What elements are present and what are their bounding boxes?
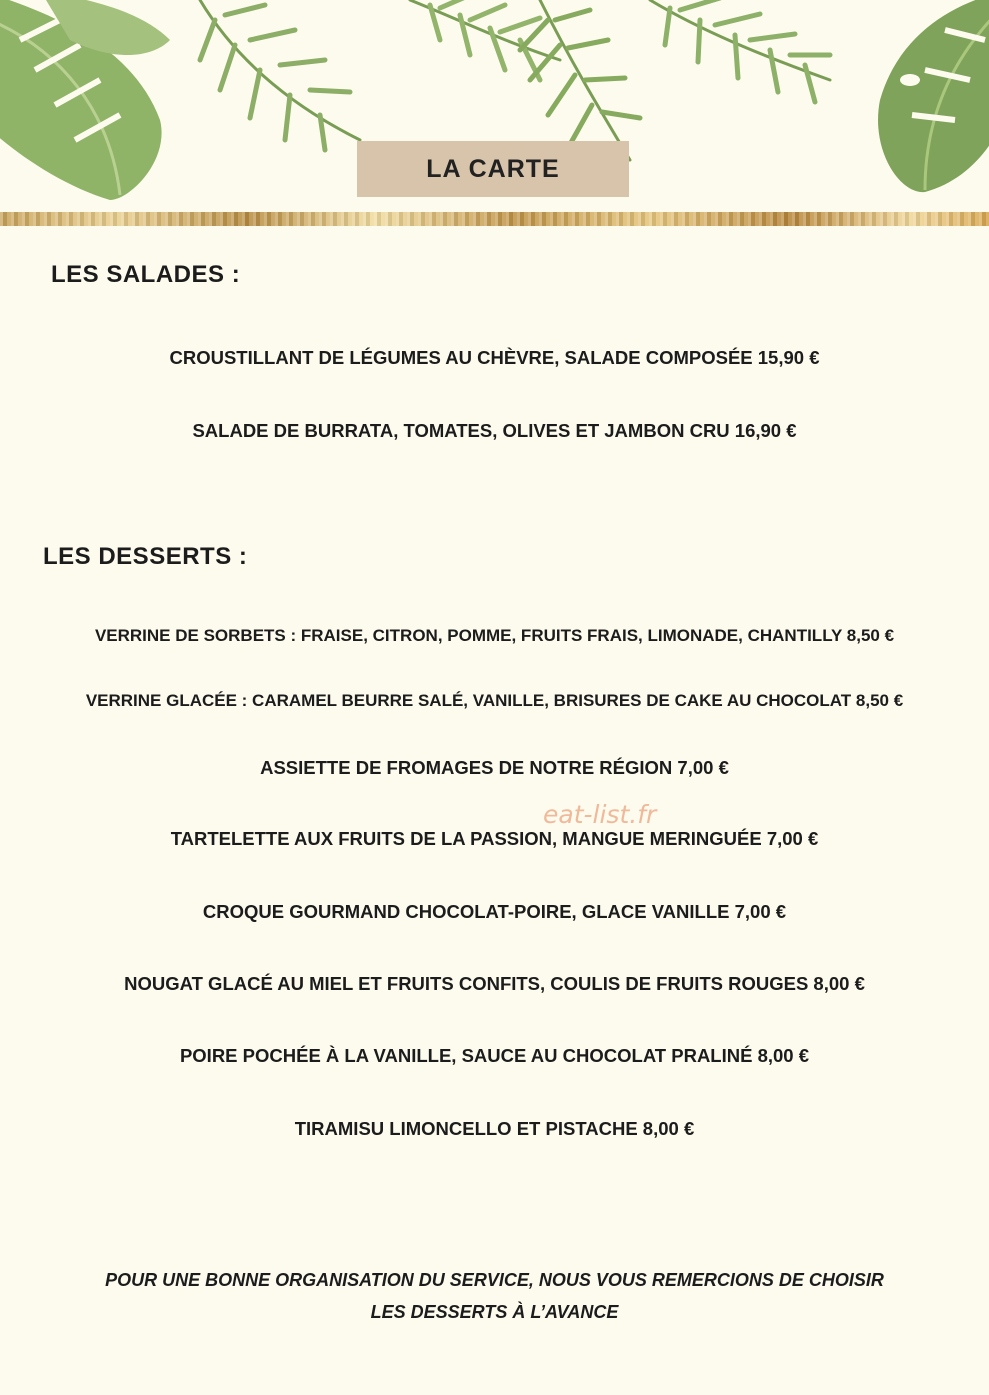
footer-note-line: LES DESSERTS À L’AVANCE xyxy=(370,1302,619,1322)
menu-item: NOUGAT GLACÉ AU MIEL ET FRUITS CONFITS, COULIS DE FRUITS ROUGES 8,00 € xyxy=(124,973,865,994)
menu-item: CROQUE GOURMAND CHOCOLAT-POIRE, GLACE VANILLE 7,00 € xyxy=(202,901,787,922)
monstera-leaf-icon xyxy=(878,0,989,192)
page-title: LA CARTE xyxy=(357,141,629,197)
gold-divider xyxy=(0,212,989,226)
menu-item: VERRINE GLACÉE : CARAMEL BEURRE SALÉ, VANILLE, BRISURES DE CAKE AU CHOCOLAT 8,50 € xyxy=(85,691,904,710)
section-title-salades: LES SALADES : xyxy=(51,261,241,288)
palm-leaf-icon xyxy=(200,0,360,150)
monstera-leaf-icon xyxy=(0,0,170,200)
menu-item: ASSIETTE DE FROMAGES DE NOTRE RÉGION 7,00 € xyxy=(260,757,729,778)
menu-item: TARTELETTE AUX FRUITS DE LA PASSION, MANGUE MERINGUÉE 7,00 € xyxy=(170,828,819,849)
menu-item: VERRINE DE SORBETS : FRAISE, CITRON, POMME, FRUITS FRAIS, LIMONADE, CHANTILLY 8,50 € xyxy=(94,626,895,645)
palm-leaf-icon xyxy=(650,0,830,102)
watermark: eat-list.fr xyxy=(543,800,657,829)
menu-item: TIRAMISU LIMONCELLO ET PISTACHE 8,00 € xyxy=(294,1118,695,1139)
section-title-desserts: LES DESSERTS : xyxy=(43,543,248,570)
menu-item: POIRE POCHÉE À LA VANILLE, SAUCE AU CHOCOLAT PRALINÉ 8,00 € xyxy=(179,1045,810,1066)
footer-note-line: POUR UNE BONNE ORGANISATION DU SERVICE, NOUS VOUS REMERCIONS DE CHOISIR xyxy=(105,1270,884,1290)
menu-item: SALADE DE BURRATA, TOMATES, OLIVES ET JAMBON CRU 16,90 € xyxy=(192,420,797,441)
menu-item: CROUSTILLANT DE LÉGUMES AU CHÈVRE, SALADE COMPOSÉE 15,90 € xyxy=(169,347,820,368)
footer-note xyxy=(0,1264,989,1328)
